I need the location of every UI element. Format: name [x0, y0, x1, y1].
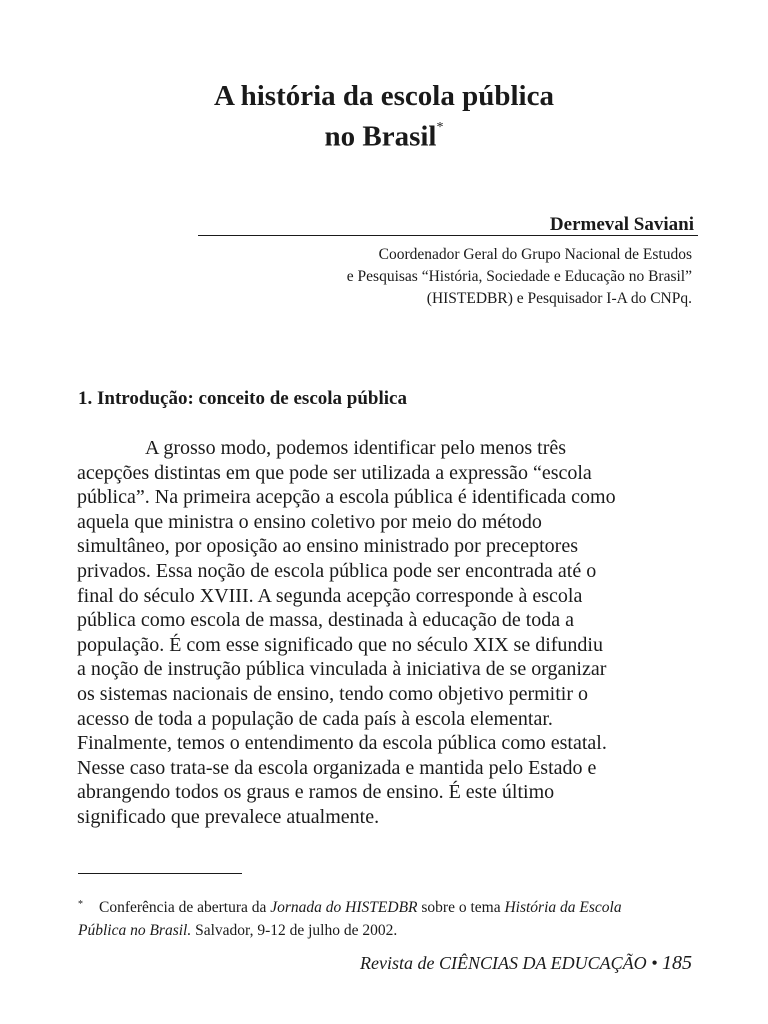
author-rule — [198, 235, 698, 236]
footnote-line-1 — [78, 897, 698, 920]
running-footer — [360, 952, 692, 975]
footer-bullet: • — [651, 953, 658, 973]
title-footnote-marker: * — [436, 120, 444, 135]
footnote-rule — [78, 873, 242, 874]
footnote-event-name: Jornada do HISTEDBR — [270, 899, 418, 916]
paragraph-line: a noção de instrução pública vinculada à iniciativa de se organizar — [77, 658, 607, 681]
paragraph-line: pública”. Na primeira acepção a escola pública é identificada como — [77, 486, 616, 509]
paragraph-line: acepções distintas em que pode ser utilizada a expressão “escola — [77, 461, 592, 484]
paragraph-line: A grosso modo, podemos identificar pelo menos três — [145, 437, 567, 459]
footnote-marker: * — [78, 899, 83, 910]
affiliation-line: e Pesquisas “História, Sociedade e Educação no Brasil” — [346, 268, 692, 285]
section-heading: 1. Introdução: conceito de escola pública — [78, 388, 407, 409]
paragraph-line: acesso de toda a população de cada país à escola elementar. — [77, 707, 553, 730]
page-number: 185 — [662, 952, 692, 974]
paragraph-line: população. É com esse significado que no século XIX se difundiu — [77, 633, 603, 656]
footnote-line-2 — [78, 920, 698, 941]
paragraph-line: Finalmente, temos o entendimento da escola pública como estatal. — [77, 732, 607, 755]
paragraph-line: pública como escola de massa, destinada à educação de toda a — [77, 609, 575, 632]
footnote-text: Salvador, 9-12 de julho de 2002. — [191, 922, 398, 939]
body-paragraph — [77, 436, 701, 830]
journal-name: Revista de CIÊNCIAS DA EDUCAÇÃO — [360, 953, 647, 973]
footnote-text: Conferência de abertura da — [99, 899, 271, 916]
paragraph-line: privados. Essa noção de escola pública pode ser encontrada até o — [77, 559, 597, 582]
paragraph-line: aquela que ministra o ensino coletivo por meio do método — [77, 510, 542, 533]
paragraph-line: simultâneo, por oposição ao ensino ministrado por preceptores — [77, 535, 578, 558]
affiliation-line: (HISTEDBR) e Pesquisador I-A do CNPq. — [426, 290, 692, 307]
footnote — [78, 897, 698, 941]
paragraph-line: final do século XVIII. A segunda acepção corresponde à escola — [77, 584, 583, 607]
footnote-theme: História da Escola — [504, 899, 622, 916]
paragraph-line: os sistemas nacionais de ensino, tendo como objetivo permitir o — [77, 682, 589, 705]
paragraph-line: significado que prevalece atualmente. — [77, 805, 380, 828]
title-line-2-text: no Brasil — [324, 120, 437, 153]
paragraph-line: Nesse caso trata-se da escola organizada e mantida pelo Estado e — [77, 756, 597, 779]
affiliation-line: Coordenador Geral do Grupo Nacional de Estudos — [378, 246, 692, 263]
footnote-text: sobre o tema — [417, 899, 505, 916]
title-line-1: A história da escola pública — [214, 80, 554, 112]
article-title — [0, 78, 768, 155]
paragraph-line: abrangendo todos os graus e ramos de ensino. É este último — [77, 781, 555, 804]
title-line-2 — [0, 114, 768, 155]
author-name: Dermeval Saviani — [549, 214, 694, 235]
author-affiliation — [212, 244, 692, 310]
footnote-theme: Pública no Brasil. — [78, 922, 192, 939]
